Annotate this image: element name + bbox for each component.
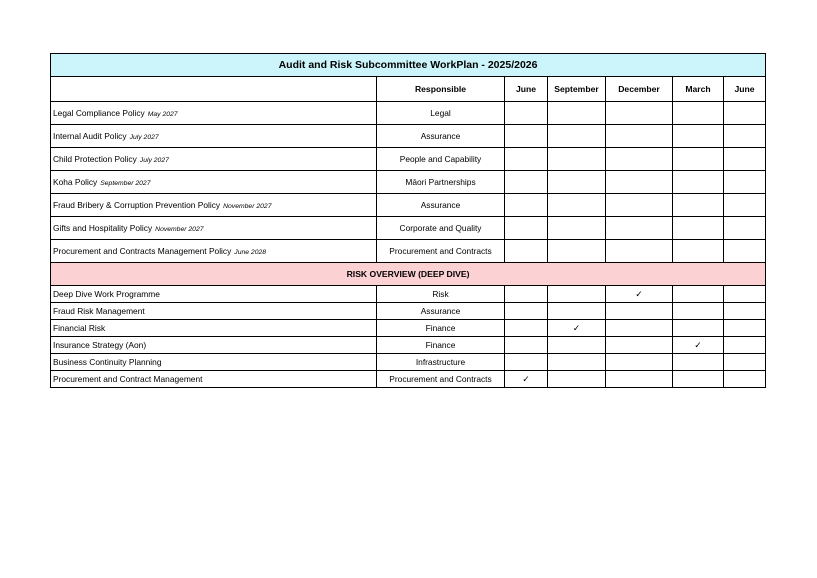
header-month-december: December [606,77,673,102]
policy-review-date: May 2027 [147,111,178,118]
month-cell [724,354,766,371]
month-cell [724,371,766,388]
risk-row [51,286,766,303]
month-cell [724,303,766,320]
responsible-cell: Risk [377,286,505,303]
month-cell [724,125,766,148]
month-cell [673,194,724,217]
month-cell [505,337,548,354]
policy-name-cell [51,102,377,125]
month-cell: ✓ [673,337,724,354]
month-cell [724,337,766,354]
month-cell [548,194,606,217]
month-cell [673,240,724,263]
month-cell [724,194,766,217]
month-cell [606,354,673,371]
month-cell [505,148,548,171]
month-cell [606,125,673,148]
month-cell [548,303,606,320]
month-cell [505,171,548,194]
month-cell [724,171,766,194]
month-cell [606,102,673,125]
policy-name-cell [51,171,377,194]
policy-name: Procurement and Contracts Management Policy [53,246,232,256]
month-cell [548,240,606,263]
policy-name: Internal Audit Policy [53,131,127,141]
policy-name: Child Protection Policy [53,154,137,164]
policy-row [51,240,766,263]
month-cell [606,320,673,337]
risk-row [51,371,766,388]
month-cell [673,102,724,125]
risk-name-cell: Business Continuity Planning [51,354,377,371]
policy-row [51,148,766,171]
month-cell [505,303,548,320]
responsible-cell: Legal [377,102,505,125]
month-cell [724,320,766,337]
header-responsible: Responsible [377,77,505,102]
column-header-row [51,77,766,102]
policy-review-date: July 2027 [129,134,159,141]
policy-name: Legal Compliance Policy [53,108,145,118]
responsible-cell: Assurance [377,125,505,148]
month-cell [548,371,606,388]
month-cell [505,217,548,240]
month-cell [548,286,606,303]
responsible-cell: Infrastructure [377,354,505,371]
responsible-cell: Assurance [377,303,505,320]
month-cell: ✓ [505,371,548,388]
policy-name: Fraud Bribery & Corruption Prevention Policy [53,200,221,210]
policy-row [51,217,766,240]
month-cell [606,337,673,354]
responsible-cell: Assurance [377,194,505,217]
policy-review-date: September 2027 [100,180,151,187]
risk-name-cell: Fraud Risk Management [51,303,377,320]
policy-name-cell [51,148,377,171]
responsible-cell: Procurement and Contracts [377,371,505,388]
month-cell: ✓ [606,286,673,303]
month-cell [724,240,766,263]
policy-row [51,125,766,148]
month-cell [548,171,606,194]
month-cell [606,217,673,240]
month-cell [724,286,766,303]
month-cell: ✓ [548,320,606,337]
month-cell [606,171,673,194]
policy-review-date: November 2027 [155,226,204,233]
workplan-title: Audit and Risk Subcommittee WorkPlan - 2025/2026 [51,54,766,77]
month-cell [548,102,606,125]
policy-name: Gifts and Hospitality Policy [53,223,153,233]
month-cell [673,125,724,148]
month-cell [548,217,606,240]
responsible-cell: Māori Partnerships [377,171,505,194]
policy-review-date: July 2027 [139,157,169,164]
policy-review-date: June 2028 [234,249,267,256]
month-cell [606,240,673,263]
month-cell [505,286,548,303]
risk-name-cell: Procurement and Contract Management [51,371,377,388]
month-cell [606,371,673,388]
workplan-table [50,53,766,388]
month-cell [673,303,724,320]
month-cell [505,194,548,217]
header-month-june-1: June [505,77,548,102]
policy-name-cell [51,125,377,148]
policy-name-cell [51,194,377,217]
header-month-september: September [548,77,606,102]
month-cell [505,240,548,263]
policy-row [51,102,766,125]
month-cell [606,194,673,217]
policy-row [51,171,766,194]
month-cell [505,354,548,371]
month-cell [505,320,548,337]
risk-row [51,337,766,354]
policy-row [51,194,766,217]
month-cell [673,217,724,240]
risk-name-cell: Financial Risk [51,320,377,337]
section-heading-row [51,263,766,286]
month-cell [505,102,548,125]
month-cell [724,148,766,171]
month-cell [673,286,724,303]
risk-name-cell: Deep Dive Work Programme [51,286,377,303]
policy-name-cell [51,240,377,263]
month-cell [673,148,724,171]
month-cell [673,171,724,194]
month-cell [606,303,673,320]
policy-name-cell [51,217,377,240]
month-cell [548,125,606,148]
responsible-cell: People and Capability [377,148,505,171]
responsible-cell: Corporate and Quality [377,217,505,240]
policy-name: Koha Policy [53,177,98,187]
header-month-march: March [673,77,724,102]
month-cell [724,102,766,125]
month-cell [548,148,606,171]
risk-row [51,354,766,371]
risk-row [51,303,766,320]
header-month-june-2: June [724,77,766,102]
policy-review-date: November 2027 [223,203,272,210]
month-cell [548,337,606,354]
month-cell [724,217,766,240]
responsible-cell: Finance [377,337,505,354]
month-cell [548,354,606,371]
month-cell [673,354,724,371]
responsible-cell: Procurement and Contracts [377,240,505,263]
month-cell [505,125,548,148]
month-cell [673,320,724,337]
month-cell [606,148,673,171]
risk-section-heading: RISK OVERVIEW (DEEP DIVE) [51,263,766,286]
header-item [51,77,377,102]
responsible-cell: Finance [377,320,505,337]
risk-name-cell: Insurance Strategy (Aon) [51,337,377,354]
month-cell [673,371,724,388]
risk-row [51,320,766,337]
